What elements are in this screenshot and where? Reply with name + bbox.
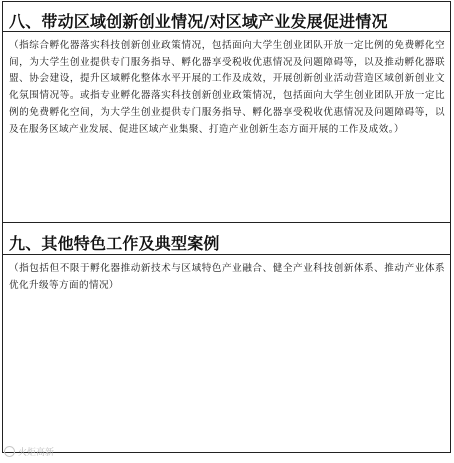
section-8-instructions: （指综合孵化器落实科技创新创业政策情况，包括面向大学生创业团队开放一定比例的免费孵化空间，为大学生创业提供专门服务指导、孵化器享受税收优惠情况及问题障碍等，以及推动孵化器联盟、协会建设，提升区域孵化整体水平开展的工作及成效，开展创新创业活动营造区域创新创业文化氛围情况等。或指专业孵化器落实科技创新创业政策情况，包括面向大学生创业团队开放一定比例的免费孵化空间，为大学生创业提供专门服务指导、孵化器享受税收优惠情况及问题障碍等，以及在服务区域产业发展、促进区域产业集聚、打造产业创新生态方面开展的工作及成效。） <box>9 40 445 135</box>
section-8-body-cell[interactable] <box>3 32 450 223</box>
section-8-heading: 八、带动区域创新创业情况/对区域产业发展促进情况 <box>9 12 388 31</box>
section-9-body-cell[interactable] <box>3 255 450 452</box>
watermark-text: 火炬高新 <box>18 448 55 458</box>
watermark-logo-icon <box>4 446 15 457</box>
form-table <box>2 1 451 453</box>
section-8-heading-row <box>3 2 450 32</box>
section-9-instructions: （指包括但不限于孵化器推动新技术与区域特色产业融合、健全产业科技创新体系、推动产业体系优化升级等方面的情况） <box>9 263 445 291</box>
watermark <box>4 445 54 458</box>
section-9-heading: 九、其他特色工作及典型案例 <box>9 234 220 253</box>
section-9-heading-row <box>3 223 450 255</box>
